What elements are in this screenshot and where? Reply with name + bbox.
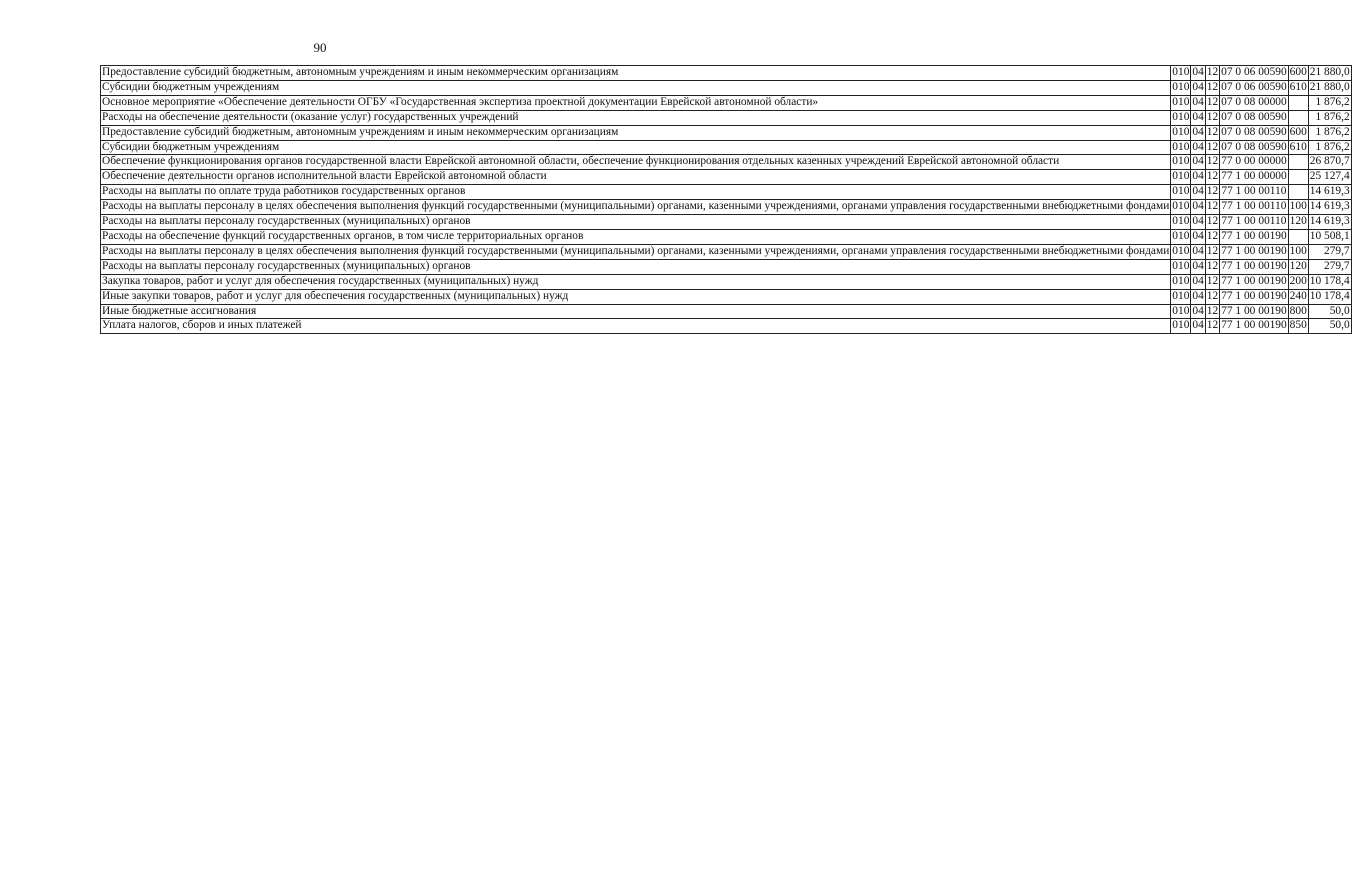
row-pr-code: 12 [1205,244,1219,259]
row-amount: 10 178,4 [1308,274,1351,289]
table-row [101,185,1352,200]
row-rz-code: 04 [1191,200,1205,215]
row-name: Иные бюджетные ассигнования [101,304,1171,319]
table-row [101,274,1352,289]
row-name: Основное мероприятие «Обеспечение деятельности ОГБУ «Государственная экспертиза проектной документации Еврейской автономной области» [101,95,1171,110]
row-rz-code: 04 [1191,289,1205,304]
page-number: 90 [313,40,327,55]
row-pr-code: 12 [1205,80,1219,95]
table-row [101,289,1352,304]
row-pr-code: 12 [1205,319,1219,334]
row-amount: 1 876,2 [1308,140,1351,155]
row-csr-code: 07 0 06 00590 [1220,80,1289,95]
row-amount: 14 619,3 [1308,185,1351,200]
row-name: Расходы на обеспечение функций государственных органов, в том числе территориальных органов [101,229,1171,244]
row-vr-code: 600 [1288,125,1308,140]
row-csr-code: 77 1 00 00110 [1220,200,1289,215]
row-vr-code: 200 [1288,274,1308,289]
row-gr-code: 010 [1171,274,1191,289]
row-amount: 10 178,4 [1308,289,1351,304]
row-csr-code: 77 1 00 00190 [1220,244,1289,259]
table-row [101,319,1352,334]
row-gr-code: 010 [1171,289,1191,304]
row-amount: 50,0 [1308,319,1351,334]
row-amount: 21 880,0 [1308,80,1351,95]
row-rz-code: 04 [1191,304,1205,319]
row-vr-code: 240 [1288,289,1308,304]
row-pr-code: 12 [1205,185,1219,200]
row-name: Предоставление субсидий бюджетным, автономным учреждениям и иным некоммерческим организациям [101,66,1171,81]
row-vr-code: 120 [1288,259,1308,274]
table-row [101,244,1352,259]
row-pr-code: 12 [1205,259,1219,274]
row-pr-code: 12 [1205,289,1219,304]
row-gr-code: 010 [1171,215,1191,230]
row-rz-code: 04 [1191,95,1205,110]
budget-rows [101,66,1352,334]
row-amount: 26 870,7 [1308,155,1351,170]
row-gr-code: 010 [1171,185,1191,200]
row-csr-code: 07 0 08 00590 [1220,125,1289,140]
row-name: Уплата налогов, сборов и иных платежей [101,319,1171,334]
row-pr-code: 12 [1205,66,1219,81]
row-vr-code: 600 [1288,66,1308,81]
row-csr-code: 77 1 00 00110 [1220,185,1289,200]
table-row [101,155,1352,170]
row-rz-code: 04 [1191,170,1205,185]
row-csr-code: 77 1 00 00000 [1220,170,1289,185]
row-rz-code: 04 [1191,140,1205,155]
row-rz-code: 04 [1191,155,1205,170]
row-amount: 1 876,2 [1308,125,1351,140]
row-rz-code: 04 [1191,259,1205,274]
row-csr-code: 77 1 00 00190 [1220,274,1289,289]
table-row [101,125,1352,140]
table-row [101,259,1352,274]
row-gr-code: 010 [1171,110,1191,125]
row-rz-code: 04 [1191,229,1205,244]
row-name: Обеспечение деятельности органов исполнительной власти Еврейской автономной области [101,170,1171,185]
row-csr-code: 77 1 00 00190 [1220,289,1289,304]
row-pr-code: 12 [1205,140,1219,155]
row-name: Иные закупки товаров, работ и услуг для обеспечения государственных (муниципальных) нужд [101,289,1171,304]
row-vr-code: 100 [1288,244,1308,259]
table-row [101,66,1352,81]
row-gr-code: 010 [1171,200,1191,215]
row-name: Расходы на выплаты персоналу государственных (муниципальных) органов [101,259,1171,274]
row-name: Расходы на выплаты персоналу в целях обеспечения выполнения функций государственными (муниципальными) органами, казенными учреждениями, органами управления государственными внебюджетными фондами [101,200,1171,215]
table-row [101,304,1352,319]
row-csr-code: 77 1 00 00190 [1220,259,1289,274]
row-vr-code: 800 [1288,304,1308,319]
row-rz-code: 04 [1191,80,1205,95]
row-amount: 1 876,2 [1308,95,1351,110]
row-pr-code: 12 [1205,110,1219,125]
row-name: Расходы на выплаты персоналу в целях обеспечения выполнения функций государственными (муниципальными) органами, казенными учреждениями, органами управления государственными внебюджетными фондами [101,244,1171,259]
row-csr-code: 77 1 00 00110 [1220,215,1289,230]
row-gr-code: 010 [1171,125,1191,140]
row-gr-code: 010 [1171,95,1191,110]
row-amount: 14 619,3 [1308,215,1351,230]
row-amount: 25 127,4 [1308,170,1351,185]
row-rz-code: 04 [1191,125,1205,140]
table-row [101,80,1352,95]
row-gr-code: 010 [1171,229,1191,244]
row-gr-code: 010 [1171,170,1191,185]
row-pr-code: 12 [1205,215,1219,230]
row-gr-code: 010 [1171,259,1191,274]
row-vr-code: 610 [1288,140,1308,155]
row-vr-code: 850 [1288,319,1308,334]
table-row [101,140,1352,155]
row-gr-code: 010 [1171,80,1191,95]
table-row [101,200,1352,215]
table-row [101,110,1352,125]
row-amount: 279,7 [1308,244,1351,259]
row-rz-code: 04 [1191,110,1205,125]
row-vr-code: 100 [1288,200,1308,215]
row-name: Предоставление субсидий бюджетным, автономным учреждениям и иным некоммерческим организациям [101,125,1171,140]
row-vr-code [1288,229,1308,244]
row-vr-code: 120 [1288,215,1308,230]
row-name: Субсидии бюджетным учреждениям [101,80,1171,95]
table-row [101,170,1352,185]
row-csr-code: 07 0 08 00000 [1220,95,1289,110]
row-csr-code: 07 0 06 00590 [1220,66,1289,81]
row-rz-code: 04 [1191,185,1205,200]
row-rz-code: 04 [1191,215,1205,230]
row-amount: 279,7 [1308,259,1351,274]
row-gr-code: 010 [1171,244,1191,259]
row-pr-code: 12 [1205,170,1219,185]
row-amount: 14 619,3 [1308,200,1351,215]
row-csr-code: 77 1 00 00190 [1220,319,1289,334]
row-pr-code: 12 [1205,200,1219,215]
row-csr-code: 77 0 00 00000 [1220,155,1289,170]
row-name: Расходы на обеспечение деятельности (оказание услуг) государственных учреждений [101,110,1171,125]
row-amount: 10 508,1 [1308,229,1351,244]
row-amount: 21 880,0 [1308,66,1351,81]
row-name: Закупка товаров, работ и услуг для обеспечения государственных (муниципальных) нужд [101,274,1171,289]
row-gr-code: 010 [1171,304,1191,319]
row-rz-code: 04 [1191,319,1205,334]
row-pr-code: 12 [1205,229,1219,244]
row-pr-code: 12 [1205,155,1219,170]
row-pr-code: 12 [1205,274,1219,289]
row-vr-code [1288,110,1308,125]
row-gr-code: 010 [1171,319,1191,334]
row-name: Обеспечение функционирования органов государственной власти Еврейской автономной области, обеспечение функционирования отдельных казенных учреждений Еврейской автономной области [101,155,1171,170]
row-csr-code: 07 0 08 00590 [1220,140,1289,155]
row-csr-code: 77 1 00 00190 [1220,304,1289,319]
row-rz-code: 04 [1191,66,1205,81]
row-rz-code: 04 [1191,274,1205,289]
budget-table [100,65,1352,334]
table-row [101,95,1352,110]
row-amount: 1 876,2 [1308,110,1351,125]
row-gr-code: 010 [1171,155,1191,170]
row-vr-code [1288,185,1308,200]
row-gr-code: 010 [1171,140,1191,155]
row-name: Расходы на выплаты по оплате труда работников государственных органов [101,185,1171,200]
row-vr-code [1288,95,1308,110]
row-rz-code: 04 [1191,244,1205,259]
row-vr-code [1288,170,1308,185]
row-csr-code: 07 0 08 00590 [1220,110,1289,125]
row-name: Субсидии бюджетным учреждениям [101,140,1171,155]
table-row [101,215,1352,230]
row-vr-code [1288,155,1308,170]
row-csr-code: 77 1 00 00190 [1220,229,1289,244]
row-pr-code: 12 [1205,304,1219,319]
row-amount: 50,0 [1308,304,1351,319]
table-row [101,229,1352,244]
row-pr-code: 12 [1205,95,1219,110]
row-name: Расходы на выплаты персоналу государственных (муниципальных) органов [101,215,1171,230]
row-gr-code: 010 [1171,66,1191,81]
row-vr-code: 610 [1288,80,1308,95]
row-pr-code: 12 [1205,125,1219,140]
